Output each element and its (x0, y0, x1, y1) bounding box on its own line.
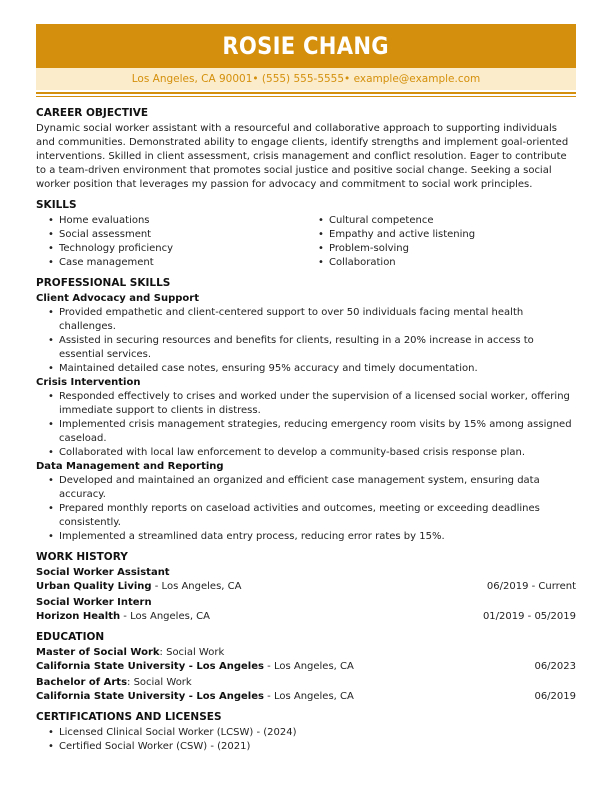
skill-group-heading: Crisis Intervention (36, 377, 141, 388)
graduation-date: 06/2019 (534, 691, 576, 702)
contact-location: Los Angeles, CA 90001 (131, 73, 253, 85)
objective-text: Dynamic social worker assistant with a resourceful and collaborative approach to supporting individuals and communities. Demonstrated ability to engage clients, identify strengths and implement goal-oriented interventions. Skilled in client assessment, crisis management and conflict resolution. Eager to contribute to a team-driven environment that promotes social justice and positive social change. Seeking a social worker position that leverages my passion for advocacy and commitment to social work principles. (36, 123, 569, 190)
job-location: - Los Angeles, CA (151, 581, 242, 592)
skill-item: • Social assessment (36, 228, 306, 242)
skills-title: SKILLS (36, 199, 77, 211)
header-rule-thin (36, 96, 576, 97)
achievement-item: • Implemented crisis management strategies, reducing emergency room visits by 15% among assigned caseload. (36, 418, 576, 446)
achievement-item: • Assisted in securing resources and benefits for clients, resulting in a 20% increase in access to essential services. (36, 334, 576, 362)
school-location: - Los Angeles, CA (263, 661, 354, 672)
contact-separator: • (252, 73, 259, 85)
degree-field: : Social Work (127, 677, 192, 688)
skill-group-heading: Data Management and Reporting (36, 461, 224, 472)
professional-skills-title: PROFESSIONAL SKILLS (36, 277, 171, 289)
skill-group (36, 376, 576, 460)
contact-separator: • (344, 73, 351, 85)
job-location: - Los Angeles, CA (120, 611, 210, 622)
school: California State University - Los Angeles (36, 661, 264, 672)
skill-group (36, 460, 576, 544)
skill-item: • Cultural competence (306, 214, 576, 228)
objective-title: CAREER OBJECTIVE (36, 107, 149, 119)
job-role: Social Worker Intern (36, 597, 152, 608)
job-role: Social Worker Assistant (36, 567, 170, 578)
skill-item: • Case management (36, 256, 306, 270)
school: California State University - Los Angeles (36, 691, 264, 702)
skill-item: • Collaboration (306, 256, 576, 270)
school-location: - Los Angeles, CA (263, 691, 354, 702)
achievement-item: • Provided empathetic and client-centered support to over 50 individuals facing mental health challenges. (36, 306, 576, 334)
certifications-list (36, 726, 576, 754)
graduation-date: 06/2023 (534, 661, 576, 672)
skills-column-right (306, 214, 576, 270)
achievement-item: • Collaborated with local law enforcement to develop a community-based crisis response plan. (36, 446, 576, 460)
skill-item: • Empathy and active listening (306, 228, 576, 242)
achievement-item: • Responded effectively to crises and worked under the supervision of a licensed social worker, offering immediate support to clients in distress. (36, 390, 576, 418)
skills-list (36, 214, 576, 270)
skill-item: • Technology proficiency (36, 242, 306, 256)
resume-page (36, 24, 576, 754)
achievement-item: • Implemented a streamlined data entry process, reducing error rates by 15%. (36, 530, 576, 544)
certifications-title: CERTIFICATIONS AND LICENSES (36, 711, 222, 723)
certification-item: • Licensed Clinical Social Worker (LCSW) - (2024) (36, 726, 576, 740)
header-rule (36, 92, 576, 94)
degree: Master of Social Work (36, 647, 160, 658)
job-employer: Horizon Health (36, 611, 121, 622)
degree: Bachelor of Arts (36, 677, 128, 688)
job-entry (36, 596, 576, 624)
skill-group-heading: Client Advocacy and Support (36, 293, 199, 304)
education-entry (36, 646, 576, 674)
achievement-item: • Prepared monthly reports on caseload activities and outcomes, meeting or exceeding deadlines consistently. (36, 502, 576, 530)
achievement-item: • Maintained detailed case notes, ensuring 95% accuracy and timely documentation. (36, 362, 576, 376)
skill-group (36, 292, 576, 376)
contact-phone: (555) 555-5555 (261, 73, 345, 85)
contact-email: example@example.com (353, 73, 481, 85)
education-title: EDUCATION (36, 631, 105, 643)
name-banner (36, 24, 576, 68)
skill-item: • Problem-solving (306, 242, 576, 256)
skill-item: • Home evaluations (36, 214, 306, 228)
job-dates: 01/2019 - 05/2019 (482, 611, 576, 622)
work-history-title: WORK HISTORY (36, 551, 128, 563)
achievement-item: • Developed and maintained an organized and efficient case management system, ensuring data accuracy. (36, 474, 576, 502)
contact-bar (36, 68, 576, 90)
skills-column-left (36, 214, 306, 270)
job-entry (36, 566, 576, 594)
job-dates: 06/2019 - Current (486, 581, 576, 592)
certification-item: • Certified Social Worker (CSW) - (2021) (36, 740, 576, 754)
job-employer: Urban Quality Living (36, 581, 152, 592)
education-entry (36, 676, 576, 704)
candidate-name: ROSIE CHANG (222, 32, 390, 60)
degree-field: : Social Work (159, 647, 225, 658)
